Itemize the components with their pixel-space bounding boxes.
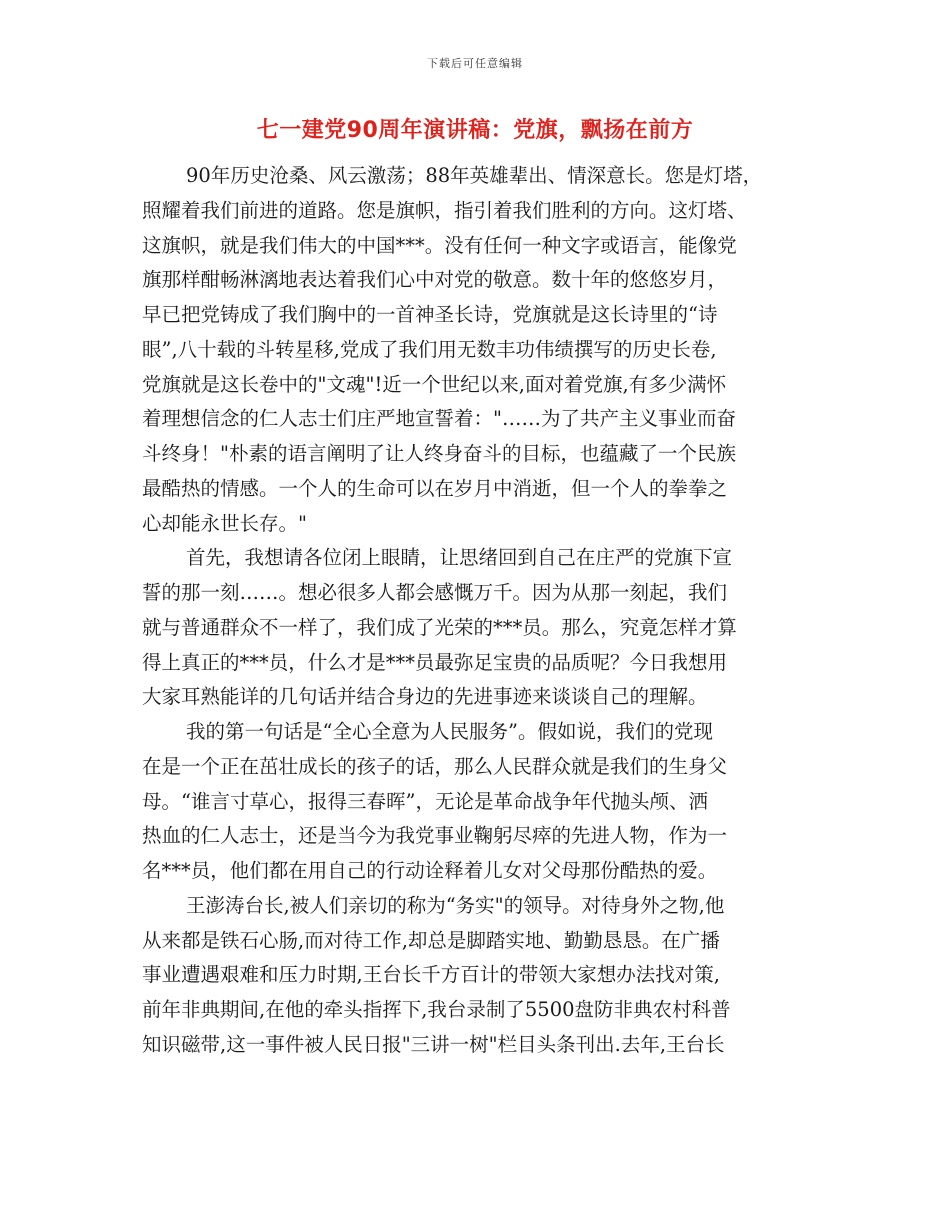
body-line: 母。“谁言寸草心，报得三春晖”，无论是革命战争年代抛头颅、洒 [142,789,708,813]
document-title: 七一建党90周年演讲稿：党旗，飘扬在前方 [256,118,694,143]
body-line: 从来都是铁石心肠,而对待工作,却总是脚踏实地、勤勤恳恳。在广播 [142,928,720,952]
body-line: 早已把党铸成了我们胸中的一首神圣长诗，党旗就是这长诗里的“诗 [142,303,718,326]
header-note: 下载后可任意编辑 [427,57,523,70]
body-line: 照耀着我们前进的道路。您是旗帜，指引着我们胜利的方向。这灯塔、 [142,198,747,222]
body-line: 这旗帜，就是我们伟大的中国***。没有任何一种文字或语言，能像党 [142,233,737,257]
body-line: 斗终身！"朴素的语言阐明了让人终身奋斗的目标，也蕴藏了一个民族 [142,442,736,465]
body-line: 知识磁带,这一事件被人民日报"三讲一树"栏目头条刊出.去年,王台长 [142,1032,725,1056]
body-line: 得上真正的***员，什么才是***员最弥足宝贵的品质呢？今日我想用 [142,650,728,674]
body-line: 王澎涛台长,被人们亲切的称为“务实"的领导。对待身外之物,他 [186,893,725,917]
document-body [142,159,812,1063]
body-line: 心却能永世长存。" [142,511,307,535]
body-line: 在是一个正在茁壮成长的孩子的话，那么人民群众就是我们的生身父 [142,754,728,778]
body-line: 旗那样酣畅淋漓地表达着我们心中对党的敬意。数十年的悠悠岁月， [142,268,728,292]
body-line: 事业遭遇艰难和压力时期,王台长千方百计的带领大家想办法找对策, [142,963,720,987]
body-line: 首先，我想请各位闭上眼睛，让思绪回到自己在庄严的党旗下宣 [186,546,733,570]
body-line: 党旗就是这长卷中的"文魂"!近一个世纪以来,面对着党旗,有多少满怀 [142,372,727,396]
body-line: 我的第一句话是“全心全意为人民服务”。假如说，我们的党现 [186,720,713,743]
body-line: 誓的那一刻……。想必很多人都会感慨万千。因为从那一刻起，我们 [142,581,728,604]
body-line: 就与普通群众不一样了，我们成了光荣的***员。那么，究竟怎样才算 [142,615,737,639]
body-line: 前年非典期间,在他的牵头指挥下,我台录制了5500盘防非典农村科普 [142,998,731,1021]
body-line: 90年历史沧桑、风云激荡；88年英雄辈出、情深意长。您是灯塔， [186,164,763,187]
body-line: 名***员，他们都在用自己的行动诠释着儿女对父母那份酷热的爱。 [142,859,718,882]
body-line: 热血的仁人志士，还是当今为我党事业鞠躬尽瘁的先进人物，作为一 [142,824,728,848]
body-line: 大家耳熟能详的几句话并结合身边的先进事迹来谈谈自己的理解。 [142,685,708,709]
body-line: 最酷热的情感。一个人的生命可以在岁月中消逝，但一个人的拳拳之 [142,476,728,500]
body-line: 着理想信念的仁人志士们庄严地宣誓着："……为了共产主义事业而奋 [142,407,736,431]
body-line: 眼”,八十载的斗转星移,党成了我们用无数丰功伟绩撰写的历史长卷, [142,337,717,361]
